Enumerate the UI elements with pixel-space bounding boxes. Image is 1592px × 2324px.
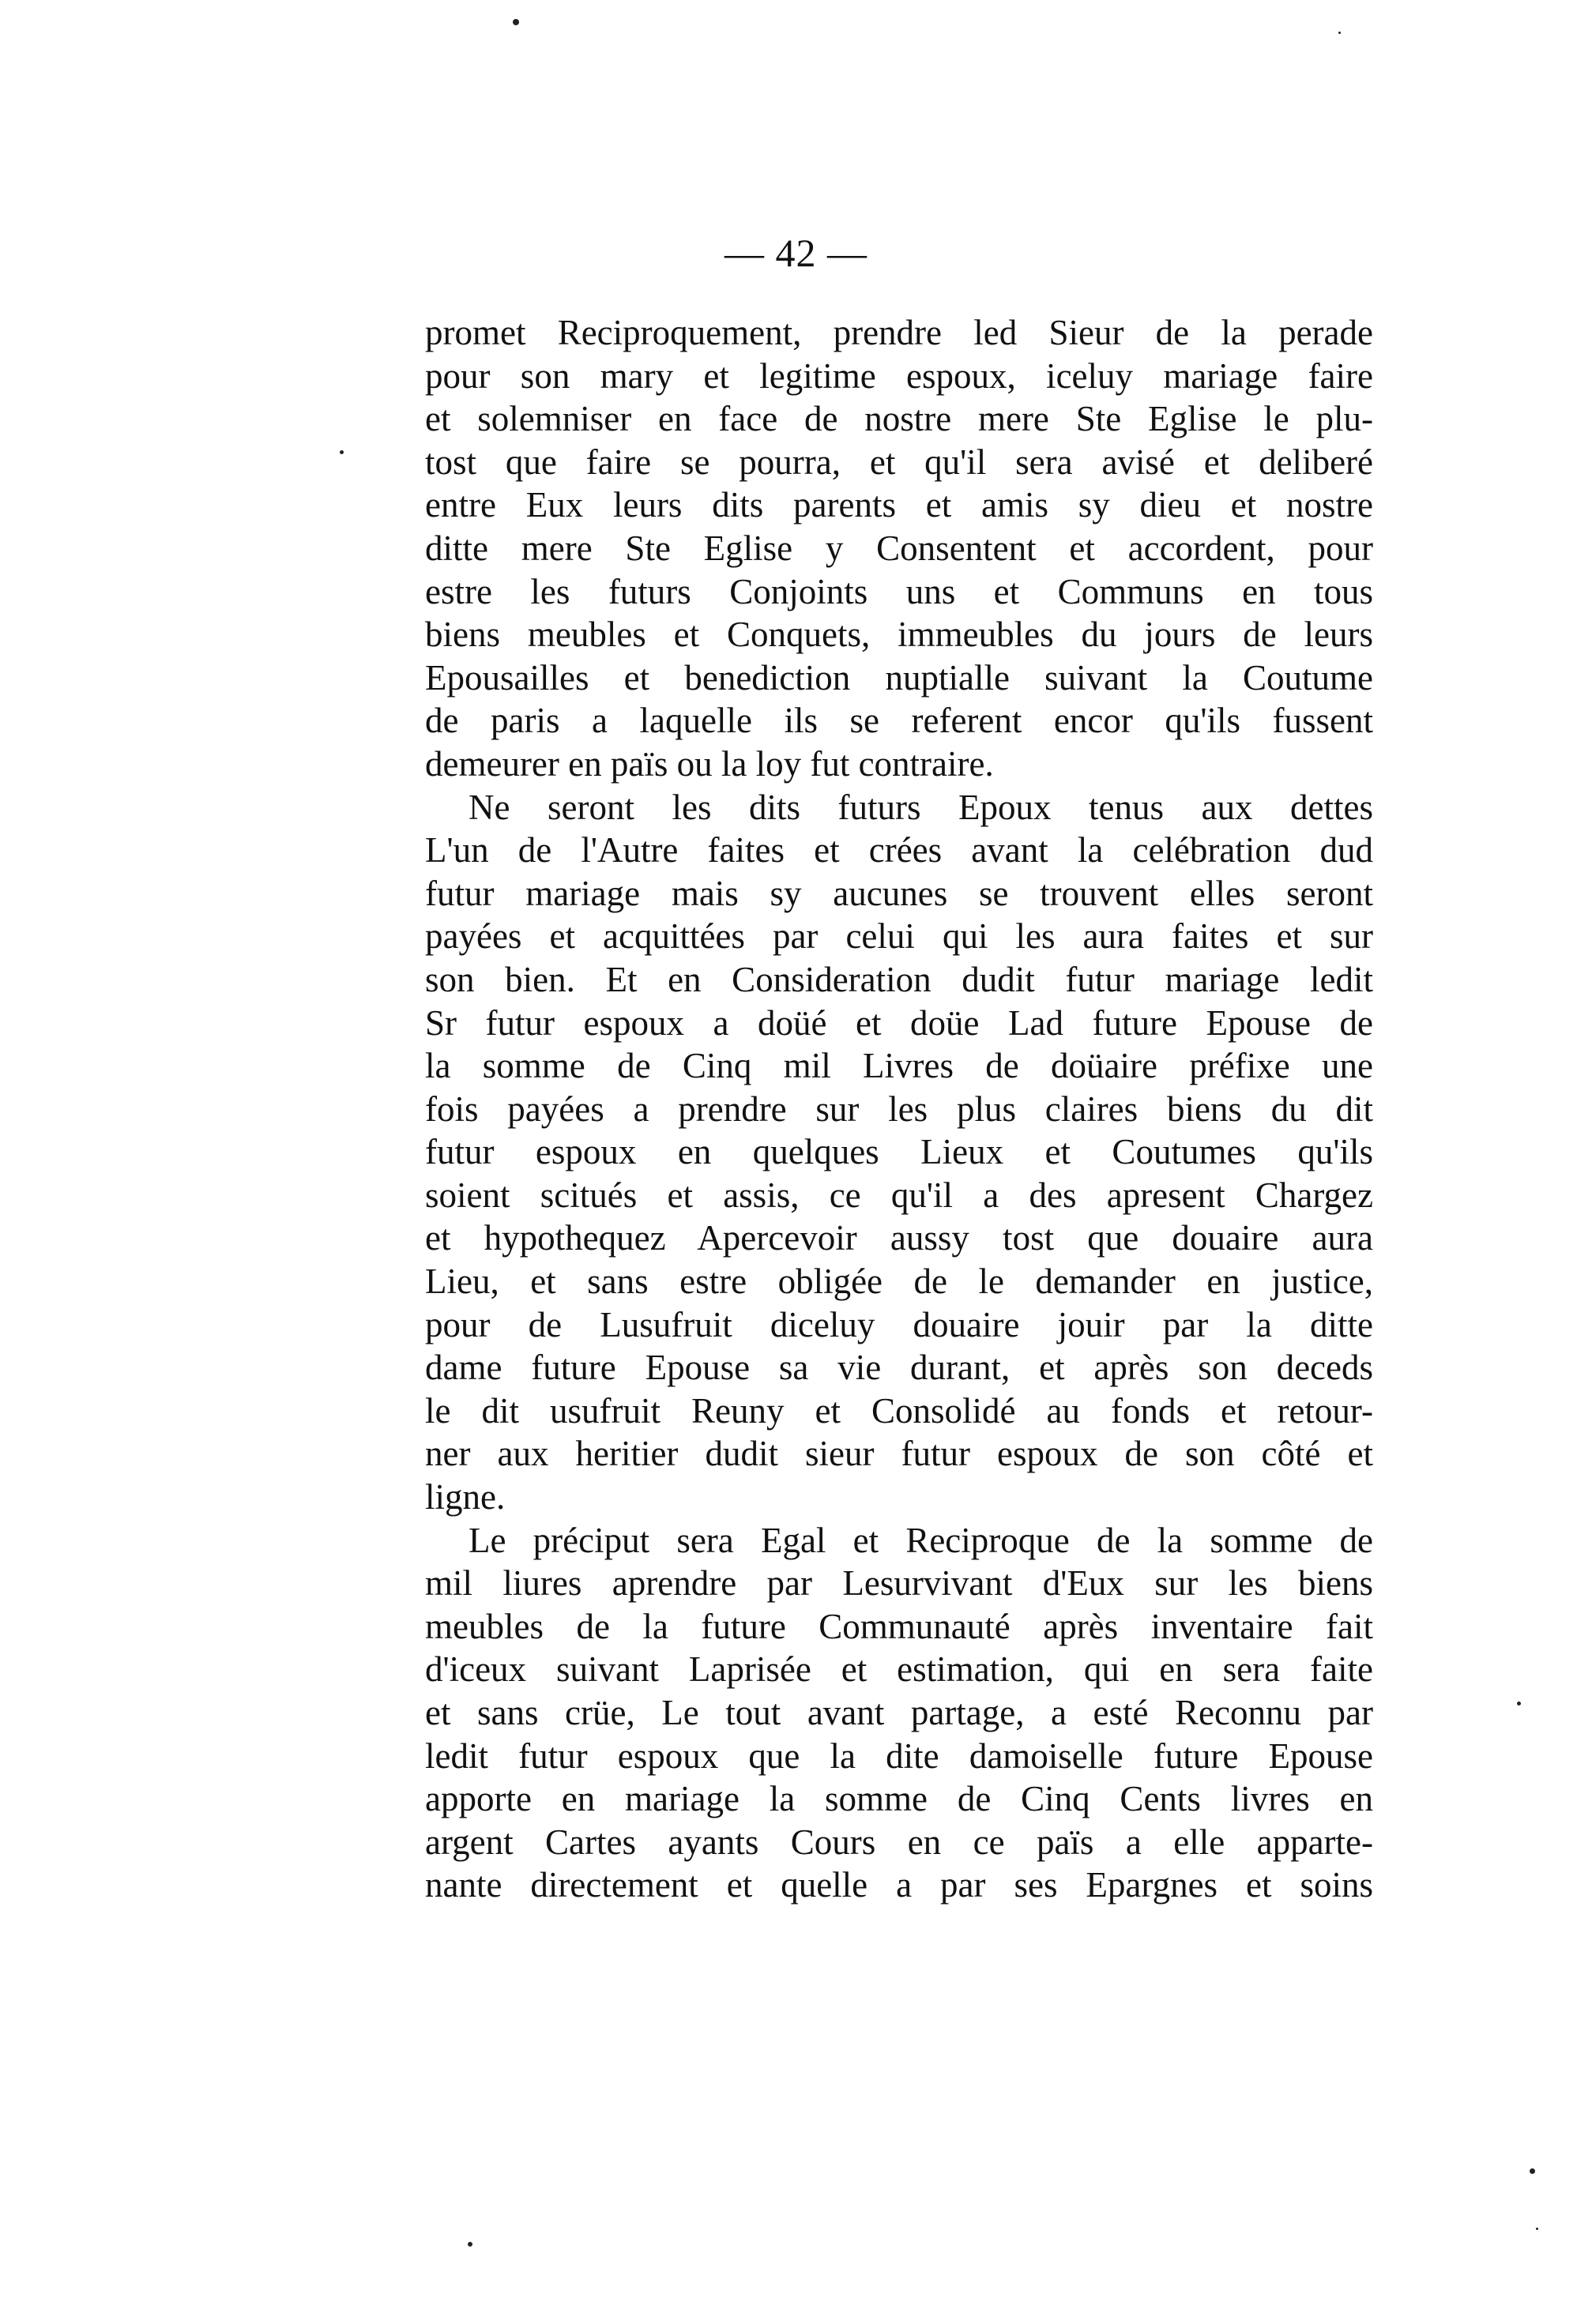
scan-speck <box>1536 2228 1538 2230</box>
text-line: promet Reciproquement, prendre led Sieur de la perade <box>425 313 1373 352</box>
text-line: ner aux heritier dudit sieur futur espoux de son côté et <box>425 1434 1373 1474</box>
text-line: mil liures aprendre par Lesurvivant d'Eux sur les biens <box>425 1563 1373 1604</box>
scan-speck <box>468 2242 472 2247</box>
text-line: biens meubles et Conquets, immeubles du jours de leurs <box>425 615 1373 655</box>
text-line: le dit usufruit Reuny et Consolidé au fonds et retour- <box>425 1390 1373 1431</box>
text-line: apporte en mariage la somme de Cinq Cents livres en <box>425 1779 1373 1819</box>
text-line: estre les futurs Conjoints uns et Communs en tous <box>425 571 1373 611</box>
text-line: soient scitués et assis, ce qu'il a des apresent Chargez <box>425 1175 1373 1215</box>
text-line: futur espoux en quelques Lieux et Coutumes qu'ils <box>425 1132 1373 1172</box>
scan-speck <box>1517 1702 1521 1705</box>
text-line: L'un de l'Autre faites et crées avant la celébration dud <box>425 830 1373 871</box>
scan-speck <box>513 19 519 25</box>
text-line: ligne. <box>425 1477 506 1517</box>
page-number: — 42 — <box>724 231 868 275</box>
text-line: Lieu, et sans estre obligée de le demander en justice, <box>425 1262 1373 1302</box>
text-line: futur mariage mais sy aucunes se trouvent elles seront <box>425 873 1373 913</box>
text-line: ledit futur espoux que la dite damoiselle future Epouse <box>425 1735 1373 1776</box>
text-line: pour son mary et legitime espoux, iceluy mariage faire <box>425 355 1373 396</box>
text-line: Ne seront les dits futurs Epoux tenus aux dettes <box>469 787 1373 827</box>
text-line: et hypothequez Apercevoir aussy tost que douaire aura <box>425 1218 1373 1258</box>
text-line: nante directement et quelle a par ses Epargnes et soins <box>425 1865 1373 1905</box>
text-line: la somme de Cinq mil Livres de doüaire préfixe une <box>425 1046 1373 1086</box>
text-line: Le préciput sera Egal et Reciproque de la somme de <box>469 1520 1373 1560</box>
text-line: pour de Lusufruit diceluy douaire jouir par la ditte <box>425 1304 1373 1344</box>
scan-speck <box>1530 2168 1535 2174</box>
text-line: son bien. Et en Consideration dudit futur mariage ledit <box>425 959 1373 999</box>
body-text <box>425 311 1373 1907</box>
text-line: d'iceux suivant Laprisée et estimation, qui en sera faite <box>425 1649 1373 1690</box>
text-line: de paris a laquelle ils se referent encor qu'ils fussent <box>425 701 1373 741</box>
scan-speck <box>340 450 344 454</box>
text-line: fois payées a prendre sur les plus claires biens du dit <box>425 1089 1373 1129</box>
text-line: Epousailles et benediction nuptialle suivant la Coutume <box>425 657 1373 698</box>
text-line: tost que faire se pourra, et qu'il sera avisé et deliberé <box>425 442 1373 482</box>
text-line: argent Cartes ayants Cours en ce païs a elle apparte- <box>425 1822 1373 1862</box>
text-line: et sans crüe, Le tout avant partage, a esté Reconnu par <box>425 1693 1373 1732</box>
scan-speck <box>1338 32 1341 34</box>
text-line: demeurer en païs ou la loy fut contraire. <box>425 743 994 784</box>
text-line: entre Eux leurs dits parents et amis sy dieu et nostre <box>425 485 1373 525</box>
text-line: dame future Epouse sa vie durant, et après son deceds <box>425 1348 1373 1388</box>
text-line: meubles de la future Communauté après inventaire fait <box>425 1606 1373 1646</box>
text-line: payées et acquittées par celui qui les aura faites et sur <box>425 916 1373 957</box>
text-line: et solemniser en face de nostre mere Ste Eglise le plu- <box>425 399 1373 439</box>
text-line: ditte mere Ste Eglise y Consentent et accordent, pour <box>425 528 1373 568</box>
text-line: Sr futur espoux a doüé et doüe Lad future Epouse de <box>425 1002 1373 1043</box>
